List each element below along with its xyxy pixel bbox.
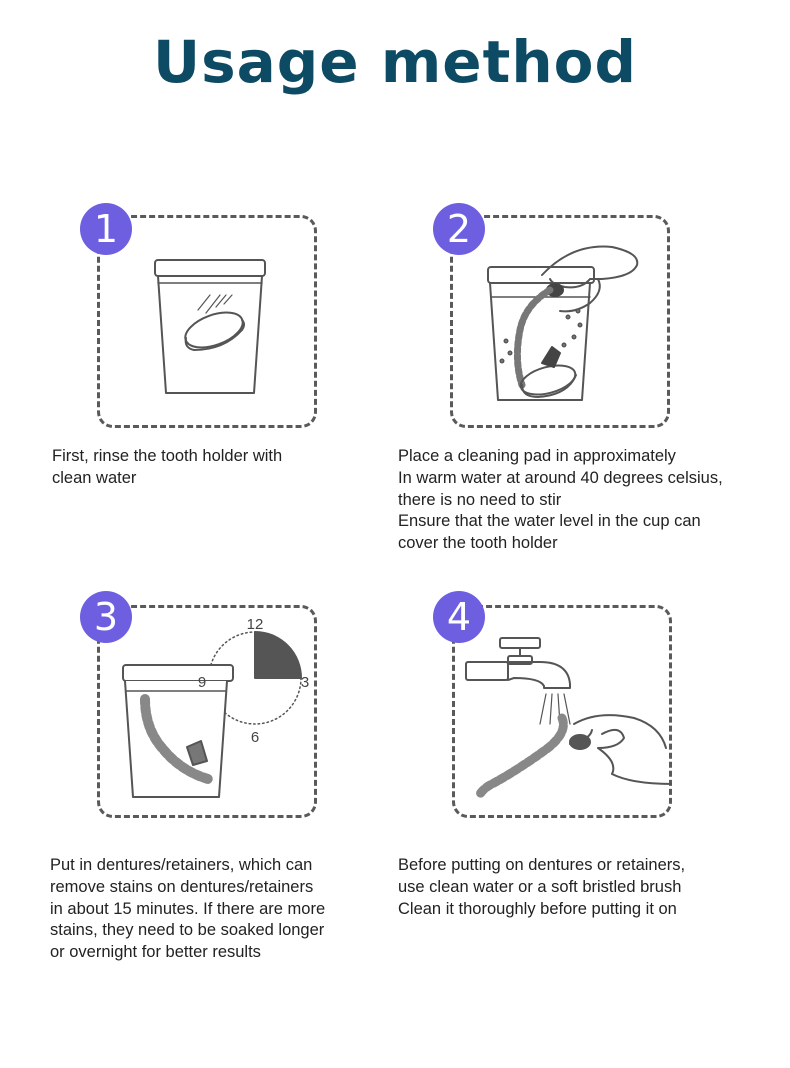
cup-with-tablet-icon [150,255,270,400]
hand-dropping-retainer-icon [480,245,650,405]
caption-line: Ensure that the water level in the cup can [398,512,701,531]
caption-line: First, rinse the tooth holder with [52,447,283,465]
step-3-badge: 3 [80,591,132,643]
caption-line: clean water [52,468,137,487]
caption-line: cover the tooth holder [398,534,558,553]
clock-label-12: 12 [246,616,264,633]
caption-line: in about 15 minutes. If there are more [50,899,326,918]
page-title: Usage method [153,28,637,96]
caption-line: use clean water or a soft bristled brush [398,877,682,896]
caption-line: Put in dentures/retainers, which can [50,856,313,874]
step-3-caption [50,855,325,964]
caption-line: In warm water at around 40 degrees celsius, [398,468,723,487]
step-1-badge: 1 [80,203,132,255]
caption-line: Place a cleaning pad in approximately [398,447,676,465]
clock-label-9: 9 [197,674,207,691]
caption-line: Before putting on dentures or retainers, [398,856,686,874]
caption-line: Clean it thoroughly before putting it on [398,899,677,918]
step-1-caption [52,446,282,490]
caption-line: there is no need to stir [398,490,562,509]
clock-label-6: 6 [250,729,260,746]
soaking-retainer-clock-icon [115,615,315,805]
step-2-caption [398,446,723,555]
step-2-badge: 2 [433,203,485,255]
step-4-badge: 4 [433,591,485,643]
faucet-rinse-retainer-icon [462,632,672,802]
caption-line: stains, they need to be soaked longer [50,921,325,940]
caption-line: or overnight for better results [50,943,261,962]
clock-label-3: 3 [300,674,310,691]
caption-line: remove stains on dentures/retainers [50,877,314,896]
step-4-caption [398,855,685,920]
